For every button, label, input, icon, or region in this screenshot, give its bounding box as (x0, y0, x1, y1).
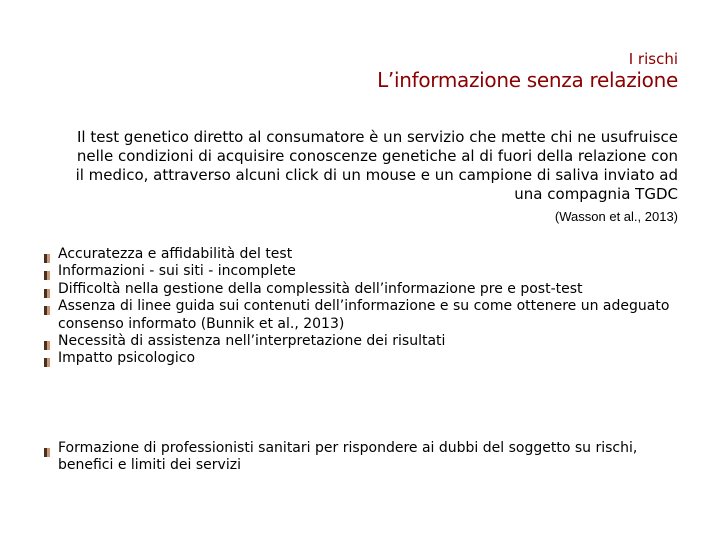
list-item (44, 246, 684, 263)
bullet-icon (44, 338, 50, 347)
list-item-text: Accuratezza e affidabilità del test (58, 246, 293, 262)
intro-paragraph: Il test genetico diretto al consumatore è un servizio che mette chi ne usufruisce nelle condizioni di acquisire conoscenze genetiche al di fuori della relazione con il medico, attraverso alcuni click di un mouse e un campione di saliva inviato ad una compagnia TGDC (75, 128, 678, 203)
list-item (44, 263, 684, 280)
list-item (44, 350, 684, 367)
issues-list (44, 246, 684, 368)
page-title: L’informazione senza relazione (377, 68, 678, 92)
bullet-icon (44, 355, 50, 364)
bullet-icon (44, 251, 50, 260)
citation: (Wasson et al., 2013) (554, 209, 678, 224)
list-item-text: Informazioni - sui siti - incomplete (58, 263, 296, 280)
list-item (44, 298, 684, 333)
bullet-icon (44, 303, 50, 312)
recommendation-list (44, 440, 684, 475)
list-item (44, 440, 684, 475)
list-item (44, 281, 684, 298)
list-item-text: Impatto psicologico (58, 350, 196, 367)
list-item-text: Formazione di professionisti sanitari per rispondere ai dubbi del soggetto su rischi, benefici e limiti dei servizi (58, 440, 638, 474)
bullet-icon (44, 268, 50, 277)
bullet-icon (44, 286, 50, 295)
list-item-text: Necessità di assistenza nell’interpretazione dei risultati (58, 333, 446, 350)
bullet-icon (44, 445, 50, 454)
section-label: I rischi (628, 50, 678, 68)
list-item-text: Difficoltà nella gestione della complessità dell’informazione pre e post-test (58, 280, 583, 297)
list-item-text: Assenza di linee guida sui contenuti dell’informazione e su come ottenere un adeguato consenso informato (Bunnik et al., 2013) (58, 298, 670, 332)
list-item (44, 333, 684, 350)
